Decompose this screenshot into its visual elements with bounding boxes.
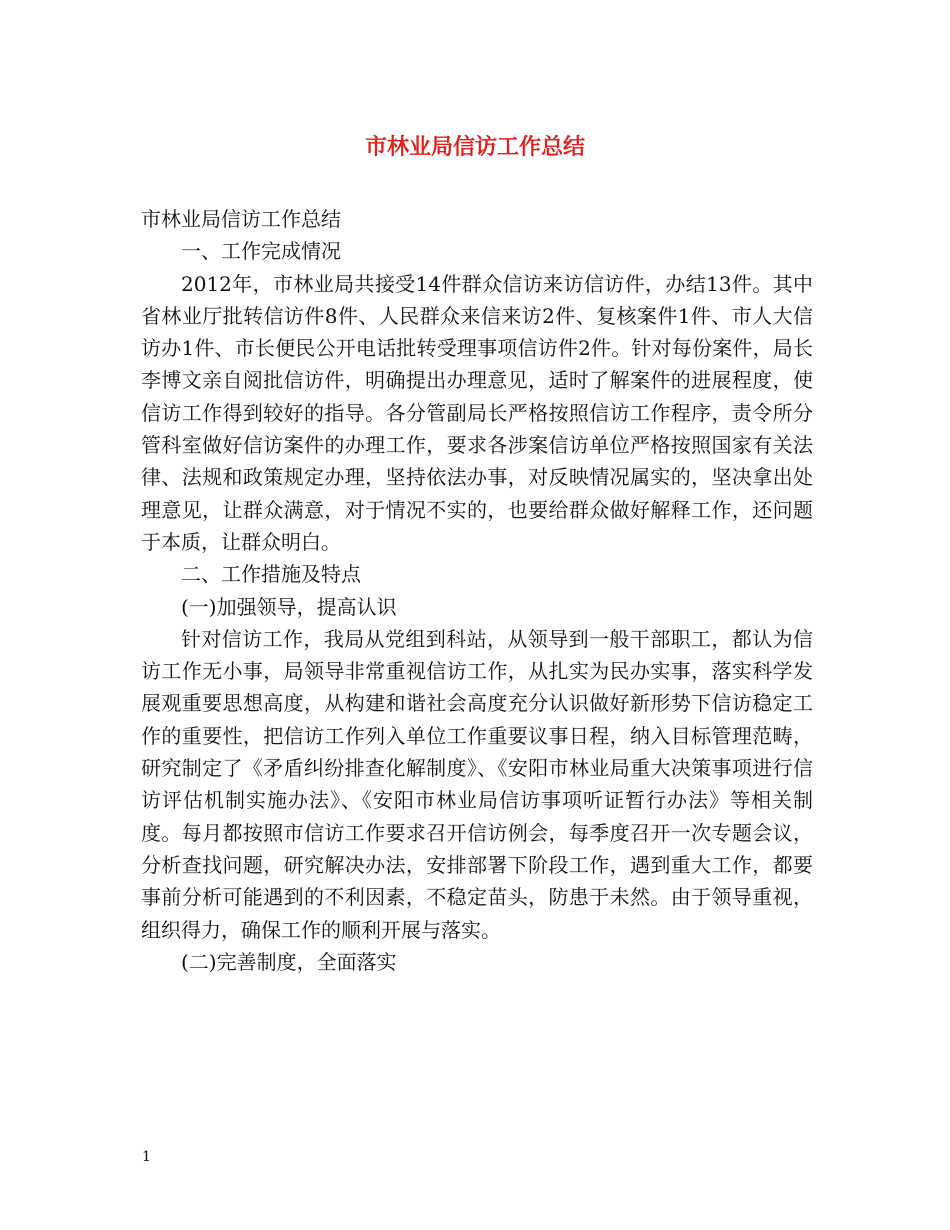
subsection-heading-1: (一)加强领导，提高认识	[181, 594, 397, 619]
section-heading-1: 一、工作完成情况	[181, 239, 341, 264]
section-heading-2: 二、工作措施及特点	[181, 562, 361, 587]
document-title: 市林业局信访工作总结	[364, 135, 585, 160]
paragraph-work-completion: 2012年，市林业局共接受14件群众信访来访信访件，办结13件。其中省林业厅批转信访件8件、人民群众来信来访2件、复核案件1件、市人大信访办1件、市长便民公开电话批转受理事项信访件2件。针对每份案件，局长李博文亲自阅批信访件，明确提出办理意见，适时了解案件的进展程度，使信访工作得到较好的指导。各分管副局长严格按照信访工作程序，责令所分管科室做好信访案件的办理工作，要求各涉案信访单位严格按照国家有关法律、法规和政策规定办理，坚持依法办事，对反映情况属实的，坚决拿出处理意见，让群众满意，对于情况不实的，也要给群众做好解释工作，还问题于本质，让群众明白。	[141, 271, 813, 554]
paragraph-leadership: 针对信访工作，我局从党组到科站，从领导到一般干部职工，都认为信访工作无小事，局领导非常重视信访工作，从扎实为民办实事，落实科学发展观重要思想高度，从构建和谐社会高度充分认识做好新形势下信访稳定工作的重要性，把信访工作列入单位工作重要议事日程，纳入目标管理范畴，研究制定了《矛盾纠纷排查化解制度》、《安阳市林业局重大决策事项进行信访评估机制实施办法》、《安阳市林业局信访事项听证暂行办法》等相关制度。每月都按照市信访工作要求召开信访例会，每季度召开一次专题会议，分析查找问题，研究解决办法，安排部署下阶段工作，遇到重大工作，都要事前分析可能遇到的不利因素，不稳定苗头，防患于未然。由于领导重视，组织得力，确保工作的顺利开展与落实。	[141, 626, 813, 942]
subsection-heading-2: (二)完善制度，全面落实	[181, 949, 397, 974]
paragraph-heading: 市林业局信访工作总结	[141, 207, 341, 231]
document-body	[141, 203, 813, 978]
page-number: 1	[142, 1149, 151, 1165]
